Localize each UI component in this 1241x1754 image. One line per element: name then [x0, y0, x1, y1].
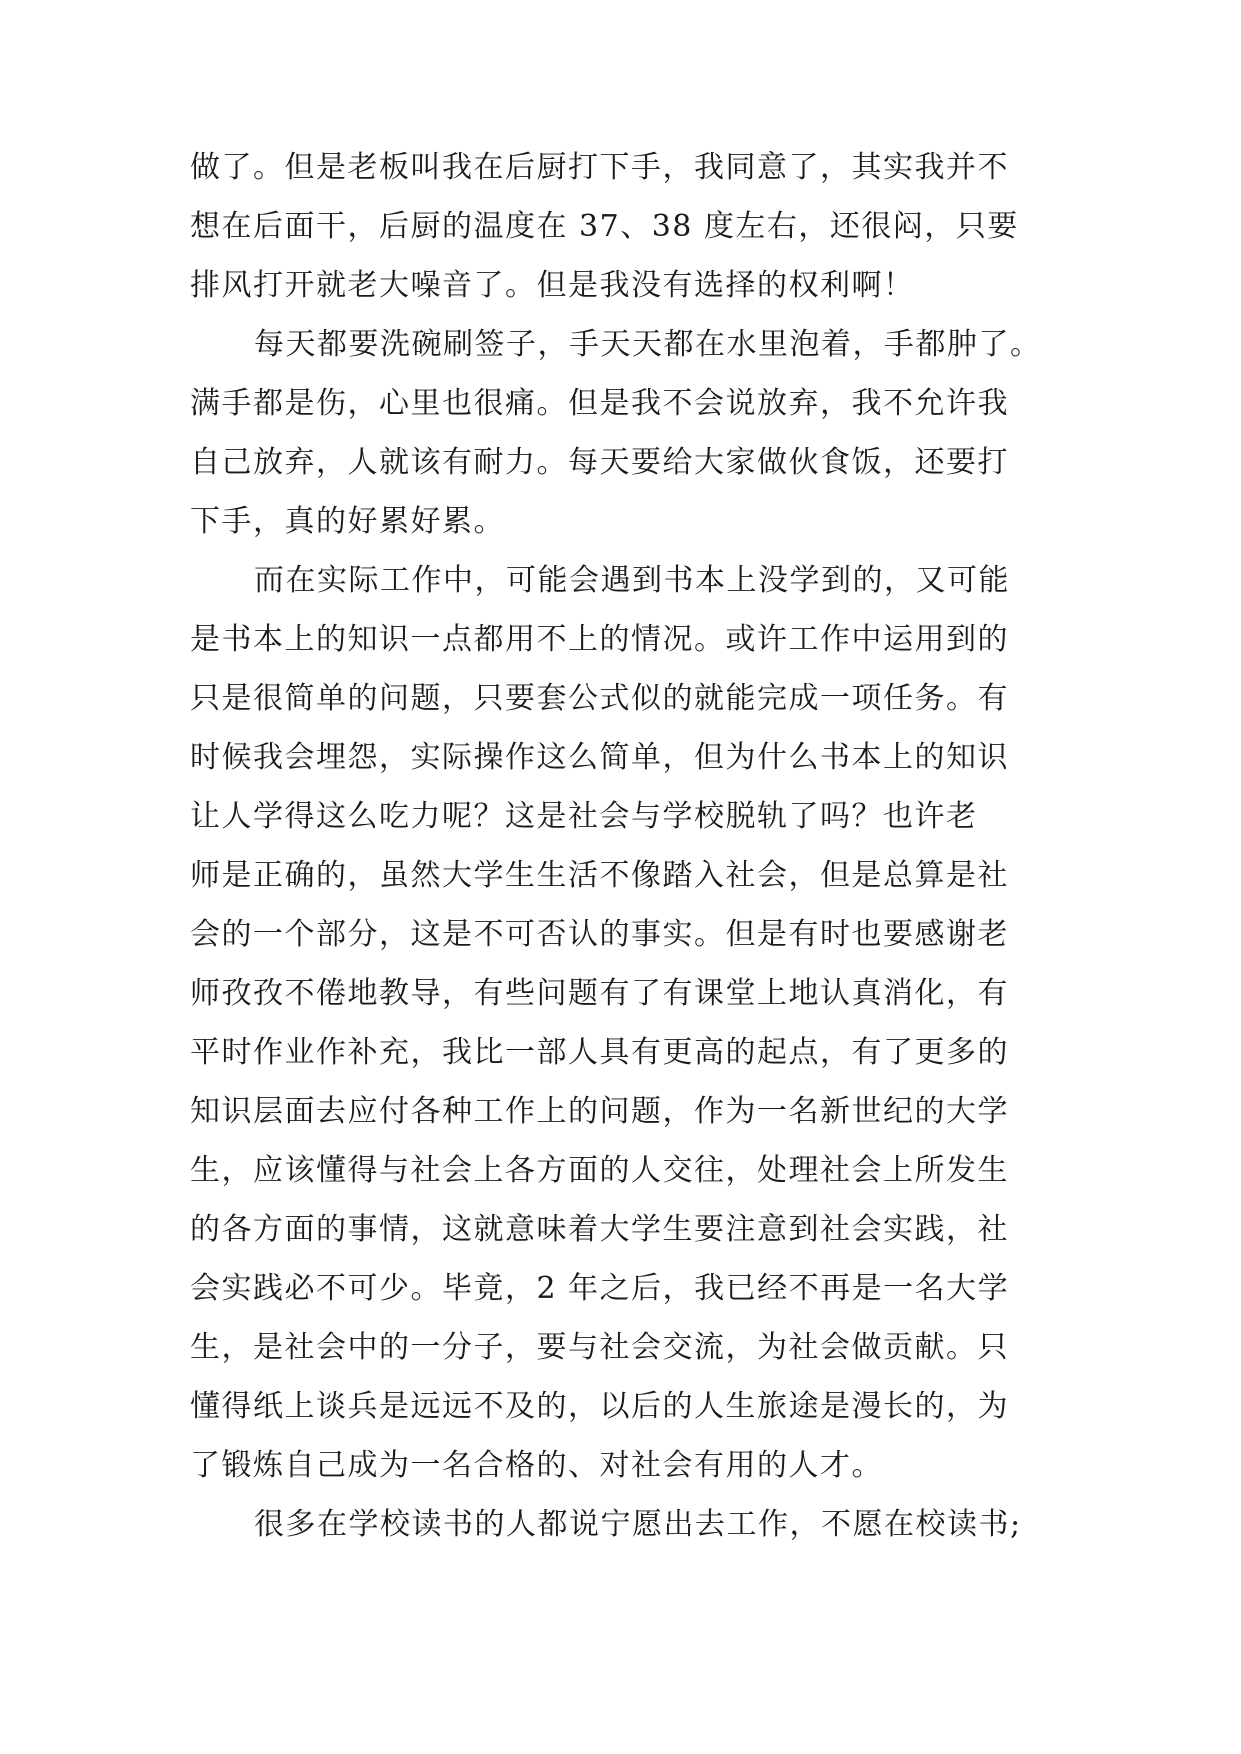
paragraph-3	[190, 551, 1060, 1495]
text-line: 的各方面的事情，这就意味着大学生要注意到社会实践，社	[190, 1212, 1009, 1247]
text-line: 师是正确的，虽然大学生生活不像踏入社会，但是总算是社	[190, 858, 1009, 893]
text-line: 会实践必不可少。毕竟，2 年之后，我已经不再是一名大学	[190, 1271, 1010, 1306]
body-text	[190, 138, 1060, 1554]
paragraph-4	[190, 1495, 1060, 1554]
text-line: 排风打开就老大噪音了。但是我没有选择的权利啊！	[190, 268, 915, 303]
text-line: 了锻炼自己成为一名合格的、对社会有用的人才。	[190, 1448, 883, 1483]
text-line: 满手都是伤，心里也很痛。但是我不会说放弃，我不允许我	[190, 386, 1009, 421]
text-line: 时候我会埋怨，实际操作这么简单，但为什么书本上的知识	[190, 740, 1009, 775]
text-line: 会的一个部分，这是不可否认的事实。但是有时也要感谢老	[190, 917, 1009, 952]
text-line: 很多在学校读书的人都说宁愿出去工作，不愿在校读书;	[254, 1507, 1022, 1542]
text-line: 自己放弃，人就该有耐力。每天要给大家做伙食饭，还要打	[190, 445, 1009, 480]
text-line: 师孜孜不倦地教导，有些问题有了有课堂上地认真消化，有	[190, 976, 1009, 1011]
paragraph-2	[190, 315, 1060, 551]
text-line: 平时作业作补充，我比一部人具有更高的起点，有了更多的	[190, 1035, 1009, 1070]
text-line: 让人学得这么吃力呢？这是社会与学校脱轨了吗？也许老	[190, 799, 978, 834]
text-line: 而在实际工作中，可能会遇到书本上没学到的，又可能	[254, 563, 1010, 598]
paragraph-1	[190, 138, 1060, 315]
text-line: 做了。但是老板叫我在后厨打下手，我同意了，其实我并不	[190, 150, 1009, 185]
text-line: 每天都要洗碗刷签子，手天天都在水里泡着，手都肿了。	[254, 327, 1042, 362]
text-line: 生，是社会中的一分子，要与社会交流，为社会做贡献。只	[190, 1330, 1009, 1365]
text-line: 懂得纸上谈兵是远远不及的，以后的人生旅途是漫长的，为	[190, 1389, 1009, 1424]
text-line: 只是很简单的问题，只要套公式似的就能完成一项任务。有	[190, 681, 1009, 716]
text-line: 下手，真的好累好累。	[190, 504, 505, 539]
text-line: 生，应该懂得与社会上各方面的人交往，处理社会上所发生	[190, 1153, 1009, 1188]
text-line: 想在后面干，后厨的温度在 37、38 度左右，还很闷，只要	[190, 209, 1019, 244]
text-line: 是书本上的知识一点都用不上的情况。或许工作中运用到的	[190, 622, 1009, 657]
text-line: 知识层面去应付各种工作上的问题，作为一名新世纪的大学	[190, 1094, 1009, 1129]
